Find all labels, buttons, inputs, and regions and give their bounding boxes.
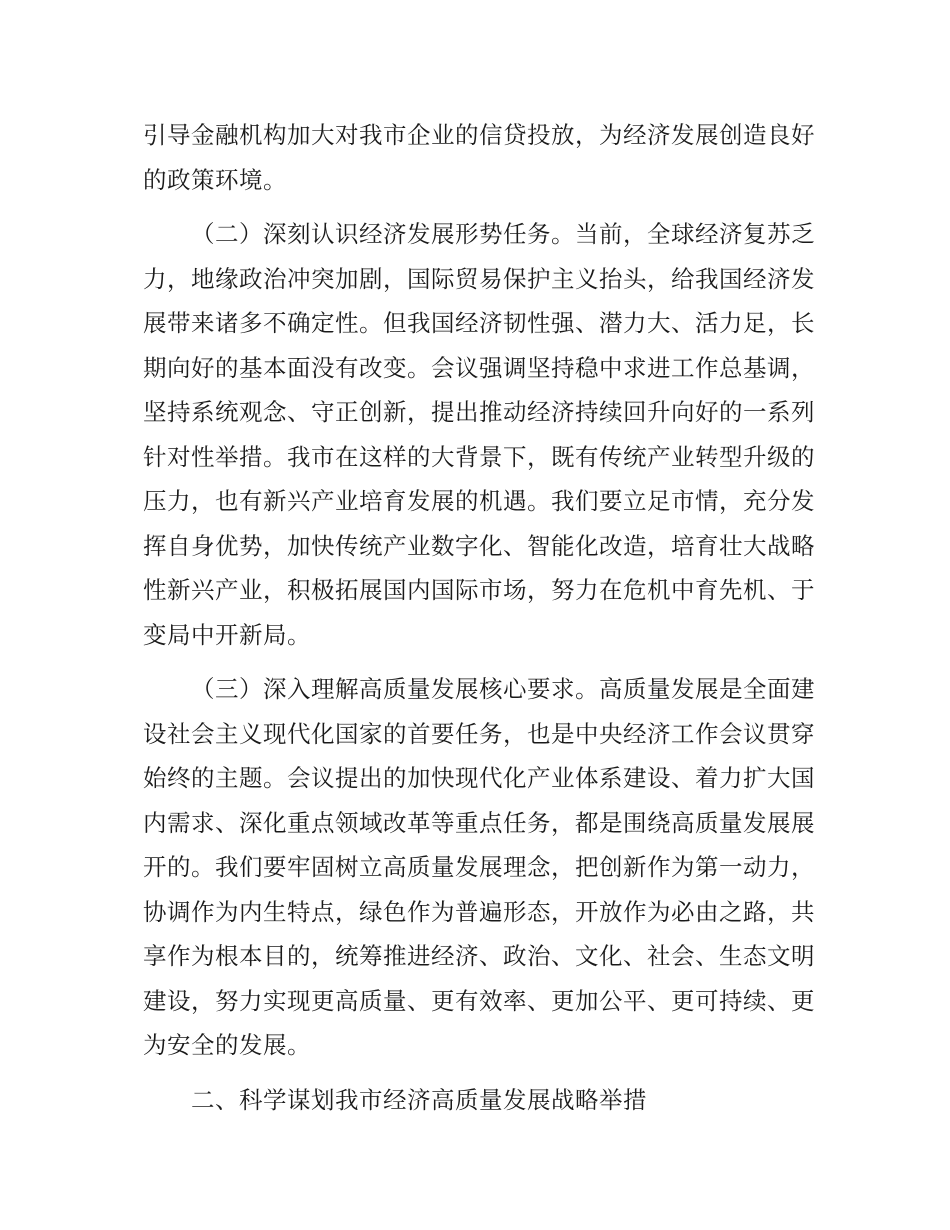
- section-heading: 二、科学谋划我市经济高质量发展战略举措: [191, 1085, 647, 1114]
- document-body: [143, 113, 815, 1122]
- paragraph-economic-situation: （二）深刻认识经济发展形势任务。当前，全球经济复苏乏力，地缘政治冲突加剧，国际贸易保护主义抬头，给我国经济发展带来诸多不确定性。但我国经济韧性强、潜力大、活力足，长期向好的基本面没有改变。会议强调坚持稳中求进工作总基调，坚持系统观念、守正创新，提出推动经济持续回升向好的一系列针对性举措。我市在这样的大背景下，既有传统产业转型升级的压力，也有新兴产业培育发展的机遇。我们要立足市情，充分发挥自身优势，加快传统产业数字化、智能化改造，培育壮大战略性新兴产业，积极拓展国内国际市场，努力在危机中育先机、于变局中开新局。: [143, 220, 815, 649]
- paragraph-credit-policy: 引导金融机构加大对我市企业的信贷投放，为经济发展创造良好的政策环境。: [143, 121, 815, 194]
- paragraph-high-quality-development: （三）深入理解高质量发展核心要求。高质量发展是全面建设社会主义现代化国家的首要任务，也是中央经济工作会议贯穿始终的主题。会议提出的加快现代化产业体系建设、着力扩大国内需求、深化重点领域改革等重点任务，都是围绕高质量发展展开的。我们要牢固树立高质量发展理念，把创新作为第一动力，协调作为内生特点，绿色作为普遍形态，开放作为必由之路，共享作为根本目的，统筹推进经济、政治、文化、社会、生态文明建设，努力实现更高质量、更有效率、更加公平、更可持续、更为安全的发展。: [143, 675, 815, 1059]
